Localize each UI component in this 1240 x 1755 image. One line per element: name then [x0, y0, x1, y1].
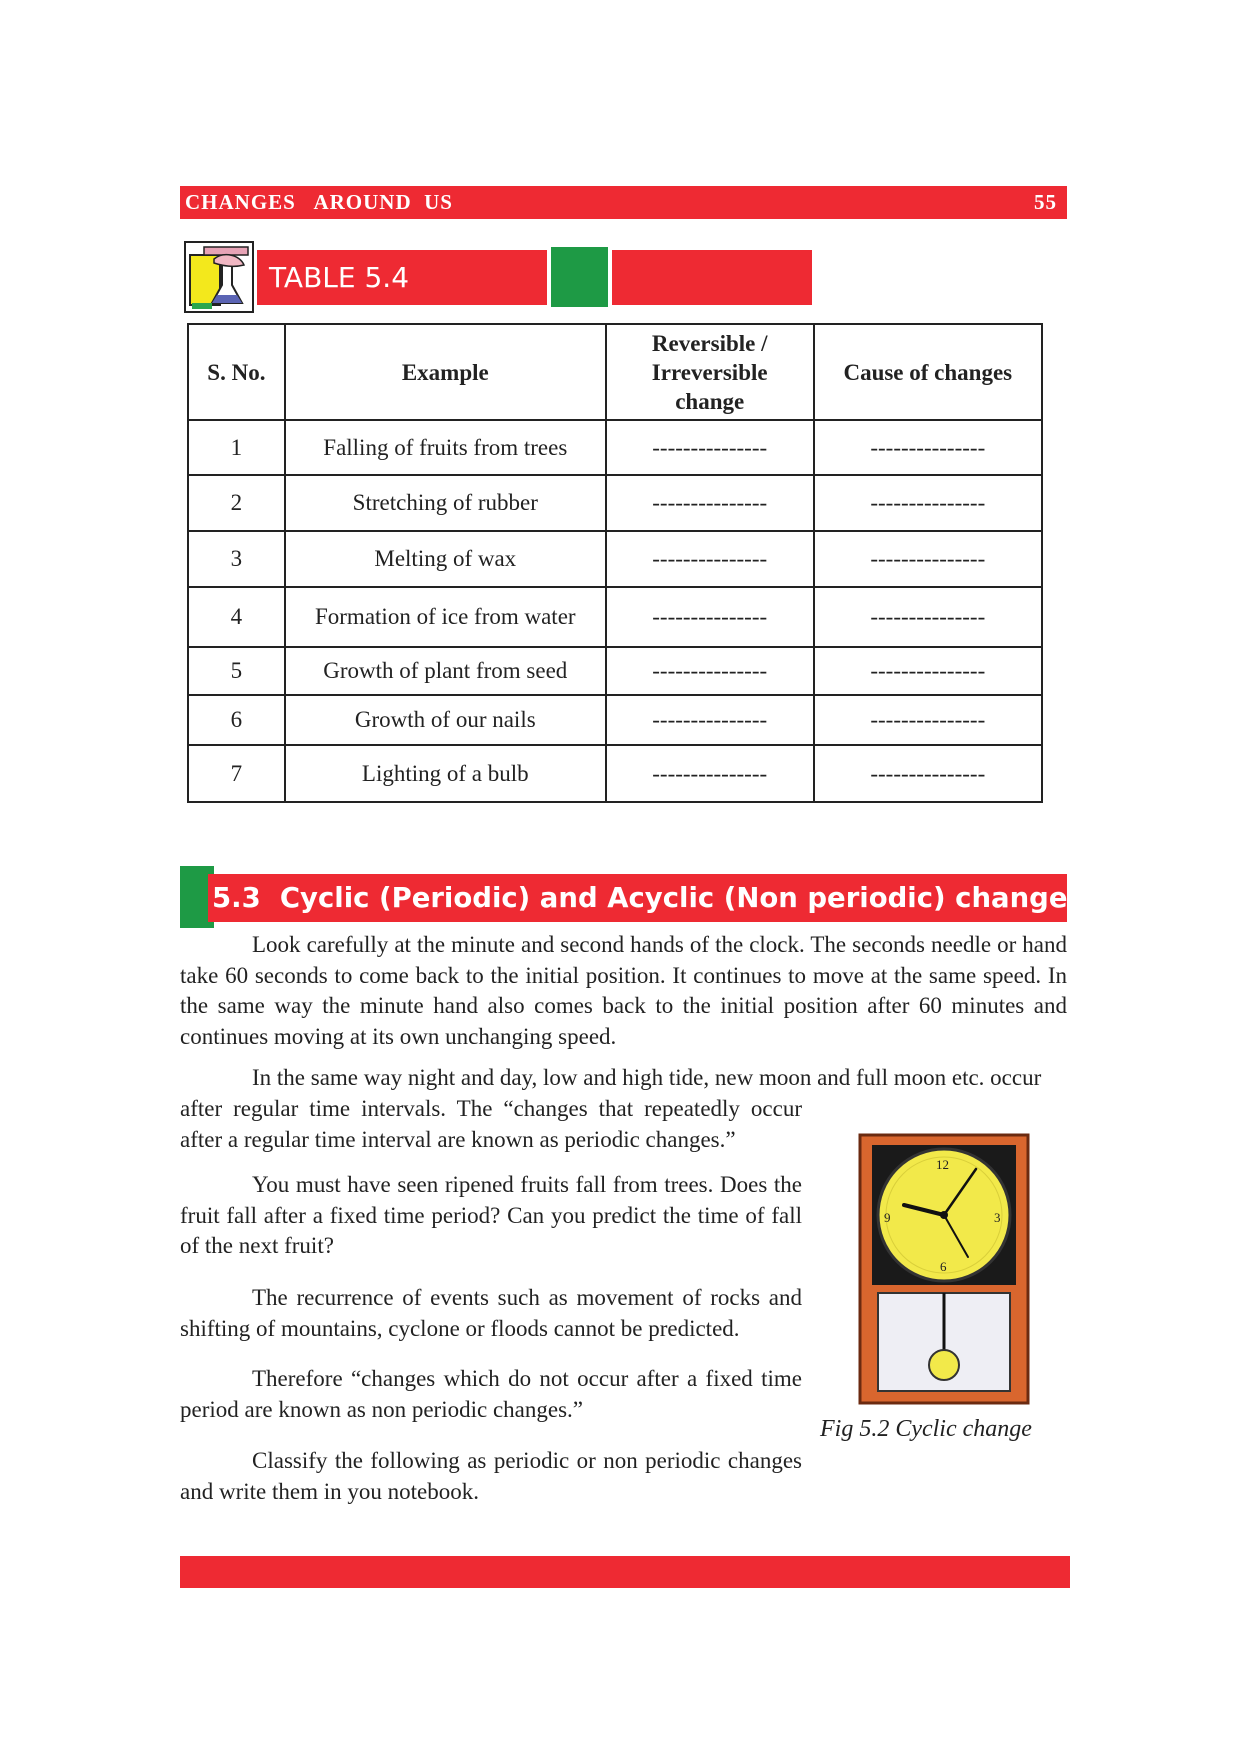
table-cell: 1: [188, 420, 285, 475]
table-cell: 7: [188, 745, 285, 802]
table-cell: ---------------: [814, 475, 1042, 531]
table-cell: 6: [188, 695, 285, 745]
table-cell: ---------------: [814, 587, 1042, 647]
changes-table: [187, 323, 1043, 803]
table-cell: Stretching of rubber: [285, 475, 606, 531]
table-header-row: [188, 324, 1042, 420]
clock-numeral-12: 12: [936, 1157, 949, 1172]
column-header-text: Reversible / Irreversible change: [651, 330, 768, 414]
figure-caption: Fig 5.2 Cyclic change: [820, 1416, 1032, 1442]
paragraph-clock: Look carefully at the minute and second hands of the clock. The seconds needle or hand take 60 seconds to come back to the initial position. It continues to move at the same speed. In the same way the minute hand also comes back to the initial position after 60 minutes and continues moving at its own unchanging speed.: [180, 932, 1067, 1049]
chapter-title: CHANGES AROUND US: [185, 190, 453, 214]
table-row: [188, 587, 1042, 647]
table-cell: Growth of plant from seed: [285, 647, 606, 695]
table-cell: Falling of fruits from trees: [285, 420, 606, 475]
table-row: [188, 695, 1042, 745]
lab-flask-icon: [184, 241, 254, 313]
table-cell: ---------------: [606, 587, 814, 647]
table-row: [188, 475, 1042, 531]
table-cell: 4: [188, 587, 285, 647]
table-cell: Growth of our nails: [285, 695, 606, 745]
column-header: Example: [285, 324, 606, 420]
table-cell: Formation of ice from water: [285, 587, 606, 647]
table-cell: ---------------: [606, 420, 814, 475]
table-row: [188, 420, 1042, 475]
table-row: [188, 531, 1042, 587]
clock-numeral-9: 9: [884, 1210, 891, 1225]
table-cell: ---------------: [814, 647, 1042, 695]
pendulum-clock-illustration: [858, 1133, 1030, 1405]
section-heading-bar: [208, 874, 1084, 922]
table-cell: ---------------: [814, 695, 1042, 745]
column-header: S. No.: [188, 324, 285, 420]
column-header: [606, 324, 814, 420]
table-cell: ---------------: [606, 647, 814, 695]
table-cell: ---------------: [606, 695, 814, 745]
paragraph-periodic-intro: In the same way night and day, low and high tide, new moon and full moon etc. occur: [252, 1065, 1042, 1090]
table-cell: 5: [188, 647, 285, 695]
table-title-bar: [257, 250, 547, 305]
column-header: Cause of changes: [814, 324, 1042, 420]
table-title-red-block: [612, 250, 812, 305]
footer-bar: [180, 1556, 1070, 1588]
paragraph-fruits: You must have seen ripened fruits fall from trees. Does the fruit fall after a fixed time period? Can you predict the time of fall of the next fruit?: [180, 1172, 802, 1258]
clock-numeral-6: 6: [940, 1259, 947, 1274]
paragraph-classify: Classify the following as periodic or non periodic changes and write them in you notebook.: [180, 1448, 802, 1504]
table-cell: ---------------: [814, 420, 1042, 475]
section-heading: 5.3 Cyclic (Periodic) and Acyclic (Non periodic) changes: [212, 882, 1084, 914]
table-cell: ---------------: [606, 531, 814, 587]
table-cell: 2: [188, 475, 285, 531]
table-cell: Melting of wax: [285, 531, 606, 587]
table-title: TABLE 5.4: [269, 261, 410, 294]
table-cell: ---------------: [606, 475, 814, 531]
table-cell: Lighting of a bulb: [285, 745, 606, 802]
table-title-green-block: [551, 247, 608, 307]
table-row: [188, 745, 1042, 802]
paragraph-periodic-definition: after regular time intervals. The “changes that repeatedly occur after a regular time interval are known as periodic changes.”: [180, 1096, 802, 1152]
table-cell: ---------------: [606, 745, 814, 802]
table-cell: 3: [188, 531, 285, 587]
page-number: 55: [1034, 190, 1057, 214]
table-cell: ---------------: [814, 531, 1042, 587]
paragraph-non-periodic-definition: Therefore “changes which do not occur after a fixed time period are known as non periodic changes.”: [180, 1366, 802, 1422]
clock-numeral-3: 3: [994, 1210, 1001, 1225]
paragraph-recurrence: The recurrence of events such as movement of rocks and shifting of mountains, cyclone or floods cannot be predicted.: [180, 1285, 802, 1341]
table-cell: ---------------: [814, 745, 1042, 802]
table-row: [188, 647, 1042, 695]
running-header: [180, 186, 1067, 219]
